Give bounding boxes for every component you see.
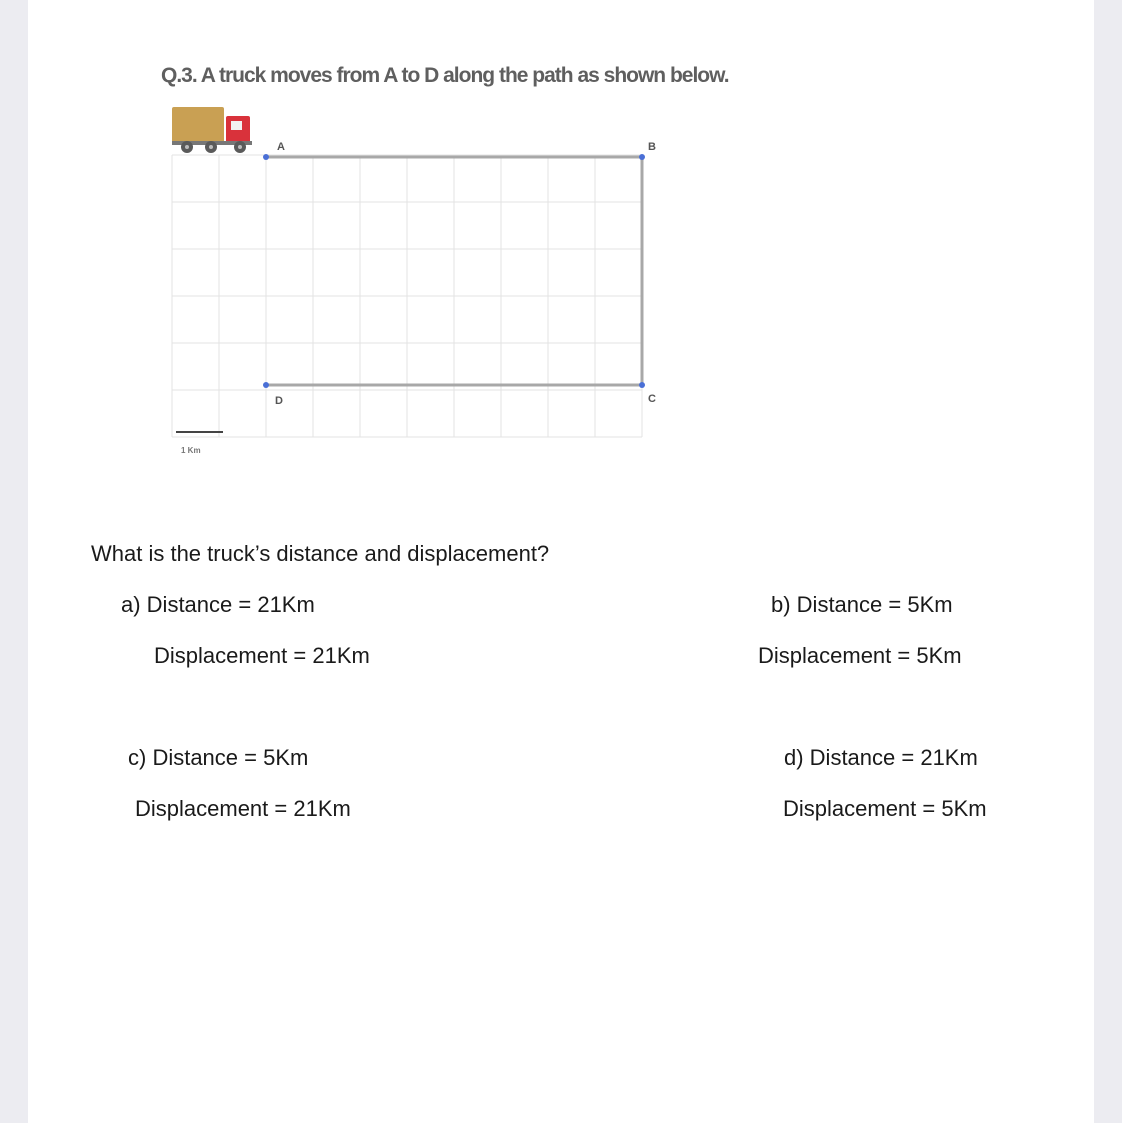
truck-icon — [172, 107, 252, 153]
option-d-displacement: Displacement = 5Km — [783, 796, 987, 821]
path-diagram — [0, 0, 1122, 470]
option-c-distance: c) Distance = 5Km — [128, 745, 309, 770]
point-a-label: A — [277, 141, 285, 153]
truck-cargo-box — [172, 107, 224, 143]
option-a-distance: a) Distance = 21Km — [121, 592, 315, 617]
question-prompt: What is the truck’s distance and displacement? — [91, 541, 550, 566]
option-b-distance: b) Distance = 5Km — [771, 592, 953, 617]
grid — [172, 155, 642, 437]
point-c-marker — [639, 382, 645, 388]
point-b-marker — [639, 154, 645, 160]
option-d-distance: d) Distance = 21Km — [784, 745, 978, 770]
point-d-marker — [263, 382, 269, 388]
scale-bar — [176, 432, 223, 455]
option-b-displacement: Displacement = 5Km — [758, 643, 962, 668]
point-d-label: D — [275, 395, 283, 407]
option-a-displacement: Displacement = 21Km — [154, 643, 370, 668]
point-a-marker — [263, 154, 269, 160]
truck-window — [231, 121, 242, 130]
option-c-displacement: Displacement = 21Km — [135, 796, 351, 821]
point-b-label: B — [648, 141, 656, 153]
scale-label: 1 Km — [181, 446, 201, 455]
point-c-label: C — [648, 393, 656, 405]
question-title: Q.3. A truck moves from A to D along the path as shown below. — [161, 64, 729, 87]
